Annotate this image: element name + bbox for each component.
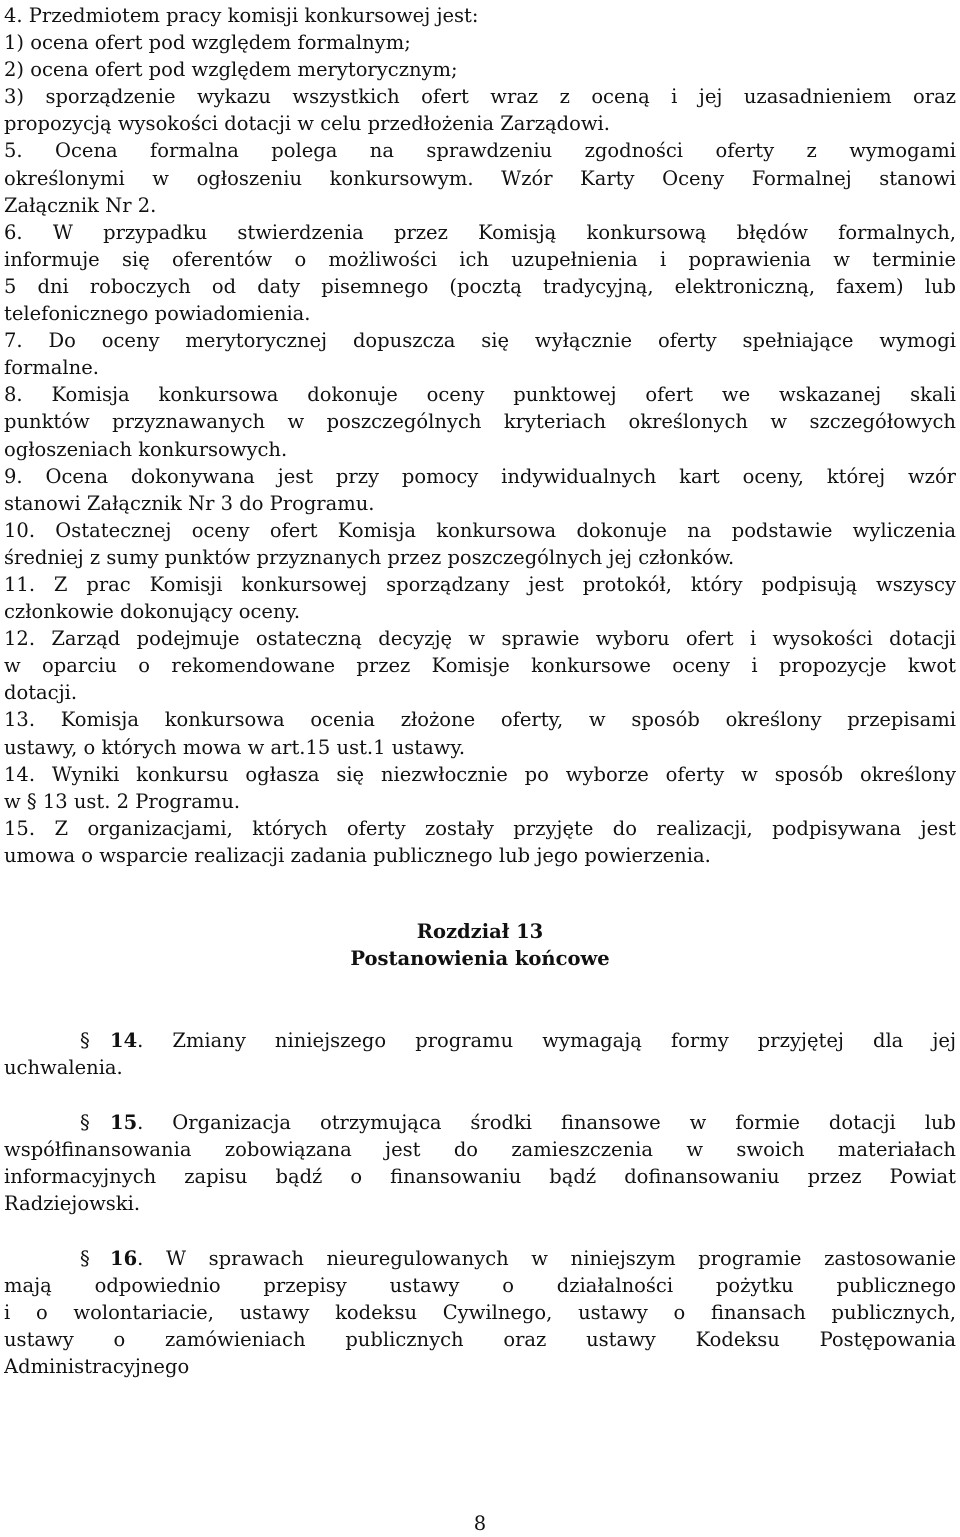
section-16-line [4, 1245, 956, 1272]
list-line: ustawy, o których mowa w art.15 ust.1 ustawy. [4, 735, 466, 759]
paragraph-symbol: § [80, 1247, 90, 1270]
list-line: stanowi Załącznik Nr 3 do Programu. [4, 491, 375, 515]
paragraph-symbol: § [80, 1111, 90, 1134]
list-line: 1) ocena ofert pod względem formalnym; [4, 31, 411, 55]
list-line: 5. Ocena formalna polega na sprawdzeniu zgodności oferty z wymogami [4, 139, 956, 163]
section-16-line: i o wolontariacie, ustawy kodeksu Cywilnego, ustawy o finansach publicznych, [4, 1301, 956, 1325]
section-16-line: ustawy o zamówieniach publicznych oraz ustawy Kodeksu Postępowania [4, 1328, 956, 1352]
list-line: 4. Przedmiotem pracy komisji konkursowej jest: [4, 4, 479, 27]
list-line: punktów przyznawanych w poszczególnych kryteriach określonych w szczegółowych [4, 410, 956, 434]
list-line: 3) sporządzenie wykazu wszystkich ofert wraz z oceną i jej uzasadnieniem oraz [4, 85, 956, 109]
paragraph-symbol: § [80, 1029, 90, 1052]
section-15-line: Radziejowski. [4, 1192, 141, 1216]
list-line: 9. Ocena dokonywana jest przy pomocy indywidualnych kart oceny, której wzór [4, 464, 956, 488]
list-line: 7. Do oceny merytorycznej dopuszcza się wyłącznie oferty spełniające wymogi [4, 329, 956, 353]
list-line: 11. Z prac Komisji konkursowej sporządzany jest protokół, który podpisują wszyscy [4, 572, 956, 596]
list-line: umowa o wsparcie realizacji zadania publicznego lub jego powierzenia. [4, 843, 711, 867]
list-line: propozycją wysokości dotacji w celu przedłożenia Zarządowi. [4, 112, 610, 136]
section-text: . W sprawach nieuregulowanych w niniejszym programie zastosowanie [137, 1247, 956, 1270]
list-line: 13. Komisja konkursowa ocenia złożone oferty, w sposób określony przepisami [4, 708, 956, 732]
list-line: 5 dni roboczych od daty pisemnego (pocztą tradycyjną, elektroniczną, faxem) lub [4, 274, 956, 298]
section-15 [4, 1109, 956, 1217]
list-line: 15. Z organizacjami, których oferty zostały przyjęte do realizacji, podpisywana jest [4, 816, 956, 840]
list-line: telefonicznego powiadomienia. [4, 302, 311, 326]
commission-rules-list [4, 2, 956, 869]
list-line: określonymi w ogłoszeniu konkursowym. Wzór Karty Oceny Formalnej stanowi [4, 166, 956, 190]
section-15-line: informacyjnych zapisu bądź o finansowaniu bądź dofinansowaniu przez Powiat [4, 1165, 956, 1189]
chapter-title: Rozdział 13 [416, 920, 544, 943]
list-line: 8. Komisja konkursowa dokonuje oceny punktowej ofert we wskazanej skali [4, 383, 956, 407]
section-16-line: Administracyjnego [4, 1355, 190, 1379]
page-number: 8 [473, 1512, 487, 1535]
section-16-line: mają odpowiednio przepisy ustawy o działalności pożytku publicznego [4, 1274, 956, 1298]
list-line: ogłoszeniach konkursowych. [4, 437, 288, 461]
list-line: formalne. [4, 356, 99, 380]
section-15-line [4, 1109, 956, 1136]
list-line: Załącznik Nr 2. [4, 193, 157, 217]
list-line: średniej z sumy punktów przyznanych przez poszczególnych jej członków. [4, 545, 735, 569]
list-line: 14. Wyniki konkursu ogłasza się niezwłocznie po wyborze oferty w sposób określony [4, 762, 956, 786]
section-number: 16 [110, 1247, 138, 1270]
list-line: w § 13 ust. 2 Programu. [4, 789, 241, 813]
section-14-line: uchwalenia. [4, 1056, 123, 1080]
list-line: informuje się oferentów o możliwości ich uzupełnienia i poprawienia w terminie [4, 247, 956, 271]
list-line: 2) ocena ofert pod względem merytorycznym; [4, 58, 458, 82]
list-line: dotacji. [4, 681, 78, 705]
section-number: 15 [110, 1111, 138, 1134]
list-line: 6. W przypadku stwierdzenia przez Komisją konkursową błędów formalnych, [4, 220, 956, 244]
chapter-subtitle: Postanowienia końcowe [350, 947, 610, 970]
list-line: w oparciu o rekomendowane przez Komisje konkursowe oceny i propozycje kwot [4, 654, 956, 678]
list-line: 10. Ostatecznej oceny ofert Komisja konkursowa dokonuje na podstawie wyliczenia [4, 518, 956, 542]
section-14 [4, 1027, 956, 1081]
section-number: 14 [110, 1029, 138, 1052]
section-14-line [4, 1027, 956, 1054]
section-text: . Zmiany niniejszego programu wymagają formy przyjętej dla jej [137, 1029, 956, 1052]
section-16 [4, 1245, 956, 1380]
section-text: . Organizacja otrzymująca środki finansowe w formie dotacji lub [137, 1111, 956, 1134]
list-line: członkowie dokonujący oceny. [4, 600, 301, 624]
list-line: 12. Zarząd podejmuje ostateczną decyzję w sprawie wyboru ofert i wysokości dotacji [4, 627, 956, 651]
section-15-line: współfinansowania zobowiązana jest do zamieszczenia w swoich materiałach [4, 1138, 956, 1162]
